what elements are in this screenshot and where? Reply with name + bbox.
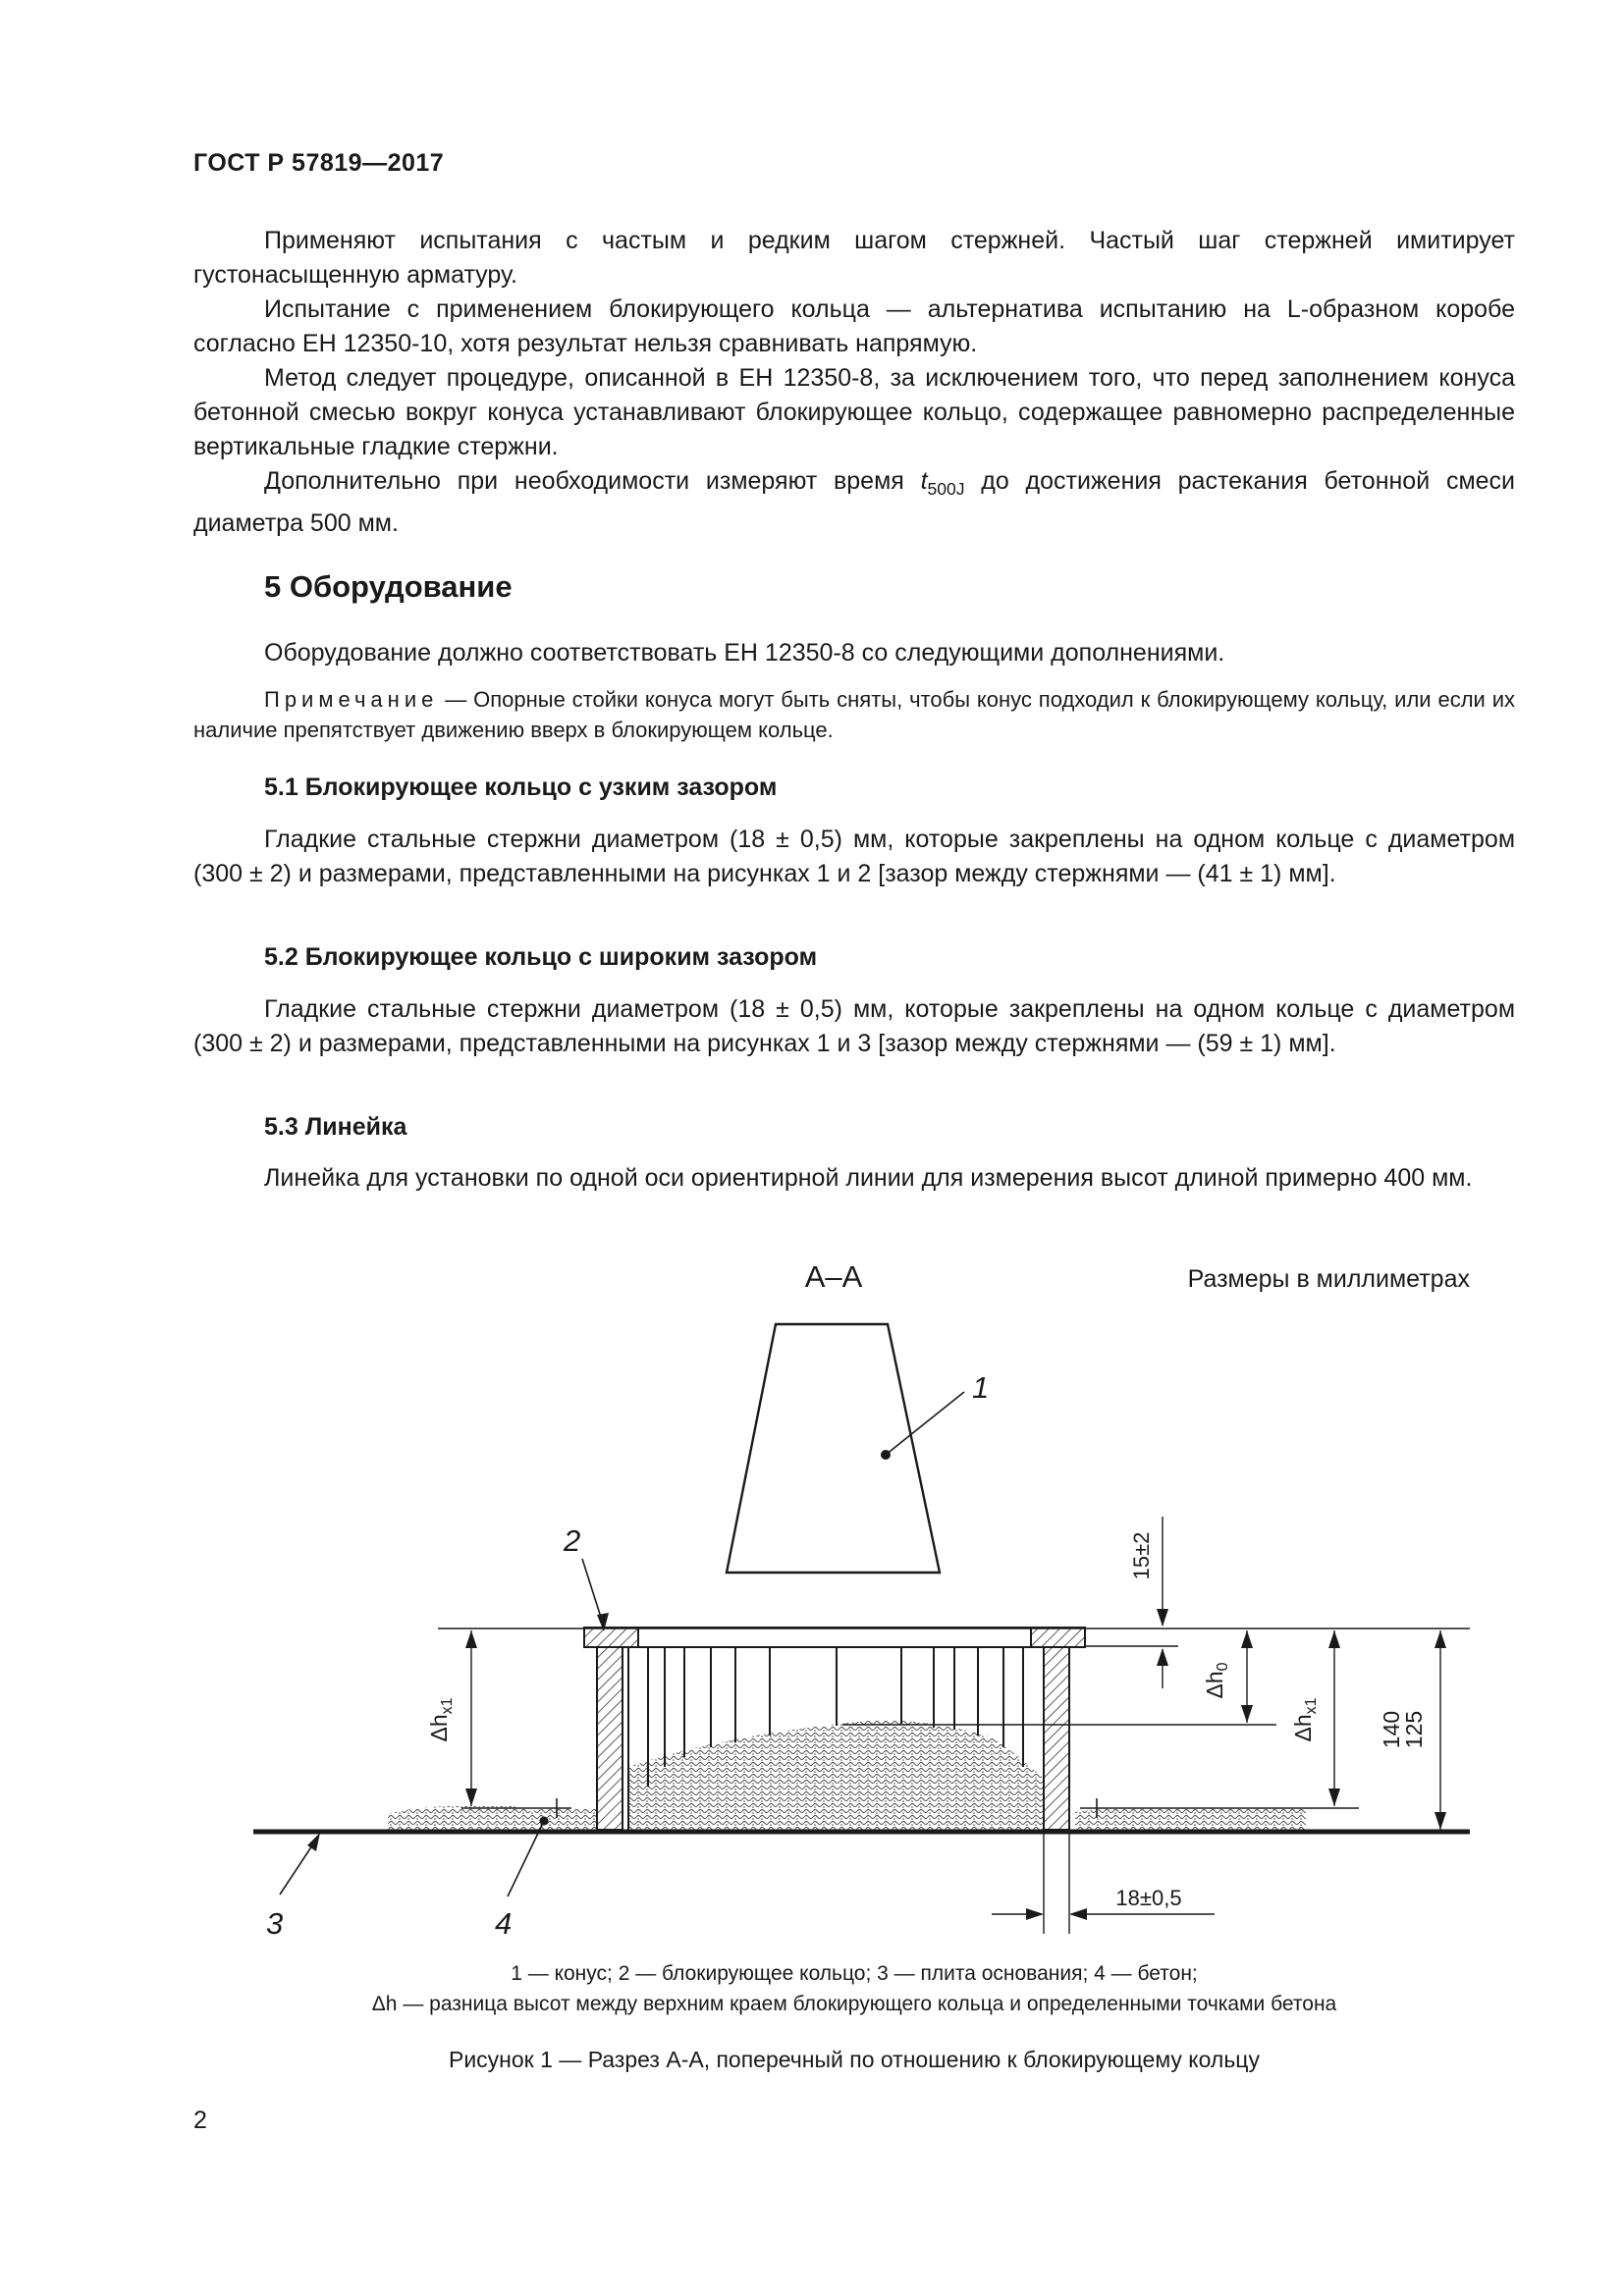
figure-1-drawing <box>0 1217 1624 1944</box>
callout-4: 4 <box>495 1906 513 1941</box>
paragraph-intro-4 <box>193 464 1515 541</box>
figure-legend-line-1: 1 — конус; 2 — блокирующее кольцо; 3 — плита основания; 4 — бетон; <box>511 1962 1198 1985</box>
callout-1: 1 <box>972 1370 990 1405</box>
dim-arrow <box>1241 1705 1253 1723</box>
page-number: 2 <box>193 2107 207 2134</box>
paragraph-intro-3: Метод следует процедуре, описанной в ЕН 12350-8, за исключением того, что перед заполнением конуса бетонной смесью вокруг конуса устанавливают блокирующее кольцо, содержащее равномерно распределенные вертикальные гладкие стержни. <box>193 364 1515 460</box>
units-note: Размеры в миллиметрах <box>1187 1265 1470 1293</box>
t500j-subscript: 500J <box>927 479 965 499</box>
section-5-1-title: 5.1 Блокирующее кольцо с узким зазором <box>264 774 778 801</box>
ring-section-left <box>584 1628 638 1647</box>
cone <box>727 1324 940 1573</box>
base-leader-arrow <box>307 1833 320 1851</box>
p4-text-after: до достижения растекания бетонной смеси диаметра 500 мм. <box>193 467 1515 537</box>
dim-arrow <box>1435 1812 1446 1830</box>
document-header: ГОСТ Р 57819—2017 <box>193 149 445 177</box>
concrete-outer-left <box>388 1806 597 1830</box>
dim-arrow <box>1157 1609 1168 1627</box>
dim-arrow <box>465 1630 477 1648</box>
bar-left-section <box>597 1647 623 1830</box>
callout-2: 2 <box>564 1523 581 1558</box>
dim-arrow <box>465 1789 477 1806</box>
dim-arrow <box>1026 1908 1044 1920</box>
paragraph-intro-1: Применяют испытания с частым и редким шагом стержней. Частый шаг стержней имитирует густонасыщенную арматуру. <box>193 227 1515 289</box>
dim-h0-label <box>1202 1662 1231 1698</box>
dim-15-label: 15±2 <box>1129 1531 1154 1580</box>
dim-18-label: 18±0,5 <box>1115 1886 1182 1910</box>
dim-hx1-right-sym: Δh <box>1290 1714 1316 1742</box>
dim-hx1-right-sub: x1 <box>1303 1697 1320 1715</box>
concrete-inner-mound <box>628 1720 1044 1830</box>
ring-section-right <box>1031 1628 1085 1647</box>
section-5-2-text: Гладкие стальные стержни диаметром (18 ± 0,5) мм, которые закреплены на одном кольце с диаметром (300 ± 2) и размерами, представленными на рисунках 1 и 3 [зазор между стержнями — (59 ± 1) мм]. <box>193 995 1515 1057</box>
section-5-title: 5 Оборудование <box>264 569 513 604</box>
t500j-symbol: t <box>920 467 928 495</box>
dim-140-label: 140 <box>1379 1710 1404 1749</box>
section-5-3-title: 5.3 Линейка <box>264 1113 407 1141</box>
concrete-outer-right <box>1075 1808 1306 1830</box>
dim-125-label: 125 <box>1401 1710 1427 1749</box>
figure-caption: Рисунок 1 — Разрез А-А, поперечный по отношению к блокирующему кольцу <box>448 2047 1260 2072</box>
dim-h0-sym: Δh <box>1202 1671 1227 1699</box>
dim-h0-sub: 0 <box>1215 1662 1231 1672</box>
p4-text-before: Дополнительно при необходимости измеряют время <box>264 467 921 495</box>
dim-hx1-right-label <box>1290 1697 1320 1741</box>
section-5-note <box>193 684 1515 745</box>
dim-hx1-left-sym: Δh <box>426 1714 452 1742</box>
figure-legend-line-2: Δh — разница высот между верхним краем блокирующего кольца и определенными точками бетона <box>371 1993 1337 2015</box>
dim-arrow <box>1328 1789 1340 1806</box>
dim-arrow <box>1241 1630 1253 1648</box>
dim-arrow <box>1435 1630 1446 1648</box>
dim-arrow <box>1157 1648 1168 1666</box>
dim-hx1-left-sub: x1 <box>439 1697 456 1715</box>
dim-arrow <box>1069 1908 1087 1920</box>
dim-hx1-left-label <box>426 1697 456 1741</box>
note-label: Примечание <box>264 687 439 712</box>
section-label: А–А <box>804 1259 863 1294</box>
section-5-2-title: 5.2 Блокирующее кольцо с широким зазором <box>264 943 818 971</box>
note-text: — Опорные стойки конуса могут быть сняты, чтобы конус подходил к блокирующему кольцу, или если их наличие препятствует движению вверх в блокирующем кольце. <box>193 687 1515 742</box>
dim-arrow <box>1328 1630 1340 1648</box>
section-5-text: Оборудование должно соответствовать ЕН 12350-8 со следующими дополнениями. <box>264 639 1225 667</box>
paragraph-intro-2: Испытание с применением блокирующего кольца — альтернатива испытанию на L-образном коробе согласно ЕН 12350-10, хотя результат нельзя сравнивать напрямую. <box>193 295 1515 357</box>
cone-leader <box>886 1392 964 1455</box>
ring-top-bar <box>638 1628 1031 1647</box>
section-5-1-text: Гладкие стальные стержни диаметром (18 ± 0,5) мм, которые закреплены на одном кольце с диаметром (300 ± 2) и размерами, представленными на рисунках 1 и 2 [зазор между стержнями — (41 ± 1) мм]. <box>193 826 1515 887</box>
bar-right-section <box>1044 1647 1069 1830</box>
callout-3: 3 <box>266 1906 284 1941</box>
section-5-3-text: Линейка для установки по одной оси ориентирной линии для измерения высот длиной примерно 400 мм. <box>264 1164 1473 1192</box>
